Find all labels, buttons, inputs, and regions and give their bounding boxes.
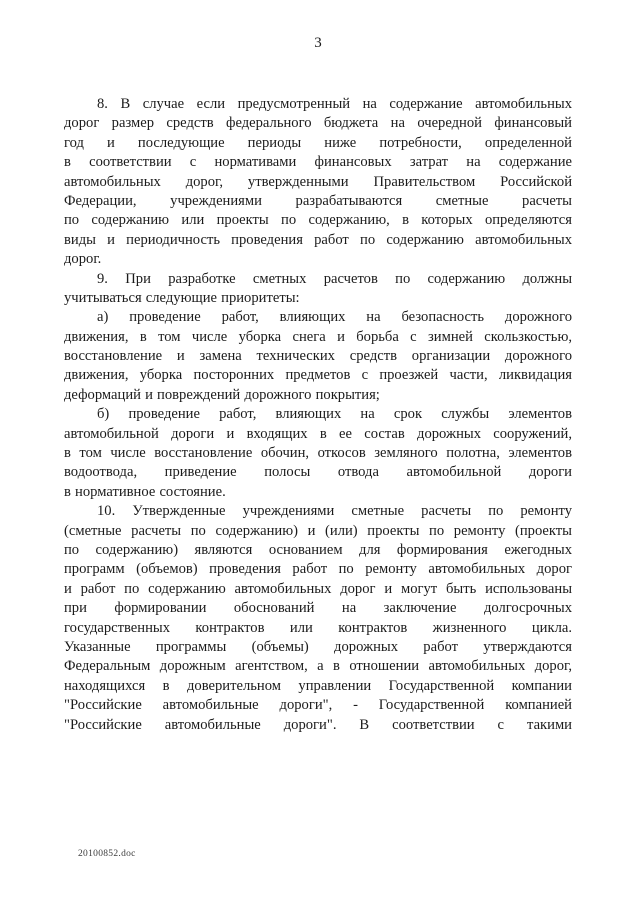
text-line: "Российские автомобильные дороги". В соответствии с такими — [64, 716, 572, 733]
text-line: деформаций и повреждений дорожного покрытия; — [64, 386, 380, 403]
text-line: дорог размер средств федерального бюджета на очередной финансовый — [64, 115, 572, 132]
text-line: и работ по содержанию автомобильных дорог и могут быть использованы — [64, 580, 572, 597]
text-line: виды и периодичность проведения работ по содержанию автомобильных — [64, 231, 572, 248]
text-line: программ (объемов) проведения работ по ремонту автомобильных дорог — [64, 561, 572, 578]
text-line: по содержанию или проекты по содержанию, в которых определяются — [64, 212, 572, 229]
text-line: государственных контрактов или контрактов жизненного цикла. — [64, 619, 572, 636]
text-line: (сметные расчеты по содержанию) и (или) проекты по ремонту (проекты — [64, 522, 572, 539]
text-line: в соответствии с нормативами финансовых затрат на содержание — [64, 154, 572, 171]
document-body — [64, 95, 572, 735]
text-line: учитываться следующие приоритеты: — [64, 289, 300, 306]
text-line: находящихся в доверительном управлении Государственной компании — [64, 677, 572, 694]
text-line: автомобильных дорог, утвержденными Правительством Российской — [64, 173, 572, 190]
text-line: водоотвода, приведение полосы отвода автомобильной дороги — [64, 464, 572, 481]
text-line: движения, уборка посторонних предметов с проезжей части, ликвидация — [64, 367, 572, 384]
page-number: 3 — [314, 35, 322, 51]
text-line: дорог. — [64, 251, 102, 268]
text-line: в том числе восстановление обочин, откосов земляного полотна, элементов — [64, 445, 572, 462]
text-line: год и последующие периоды ниже потребности, определенной — [64, 134, 572, 151]
text-line: Указанные программы (объемы) дорожных работ утверждаются — [64, 638, 572, 655]
text-line: по содержанию) являются основанием для формирования ежегодных — [64, 541, 572, 558]
text-line: Федеральным дорожным агентством, а в отношении автомобильных дорог, — [64, 658, 572, 675]
text-line: а) проведение работ, влияющих на безопасность дорожного — [97, 309, 572, 326]
text-line: 8. В случае если предусмотренный на содержание автомобильных — [97, 96, 572, 112]
text-line: "Российские автомобильные дороги", - Государственной компанией — [64, 697, 572, 714]
text-line: 9. При разработке сметных расчетов по содержанию должны — [97, 270, 572, 287]
text-line: автомобильной дороги и входящих в ее состав дорожных сооружений, — [64, 425, 572, 442]
text-line: б) проведение работ, влияющих на срок службы элементов — [97, 406, 572, 423]
text-line: 10. Утвержденные учреждениями сметные расчеты по ремонту — [97, 503, 572, 520]
text-line: при формировании обоснований на заключение долгосрочных — [64, 600, 572, 617]
text-line: восстановление и замена технических средств организации дорожного — [64, 348, 572, 365]
text-line: Федерации, учреждениями разрабатываются сметные расчеты — [64, 192, 572, 209]
text-line: в нормативное состояние. — [64, 483, 226, 500]
footer-filename: 20100852.doc — [78, 849, 136, 859]
text-line: движения, в том числе уборка снега и борьба с зимней скользкостью, — [64, 328, 572, 345]
